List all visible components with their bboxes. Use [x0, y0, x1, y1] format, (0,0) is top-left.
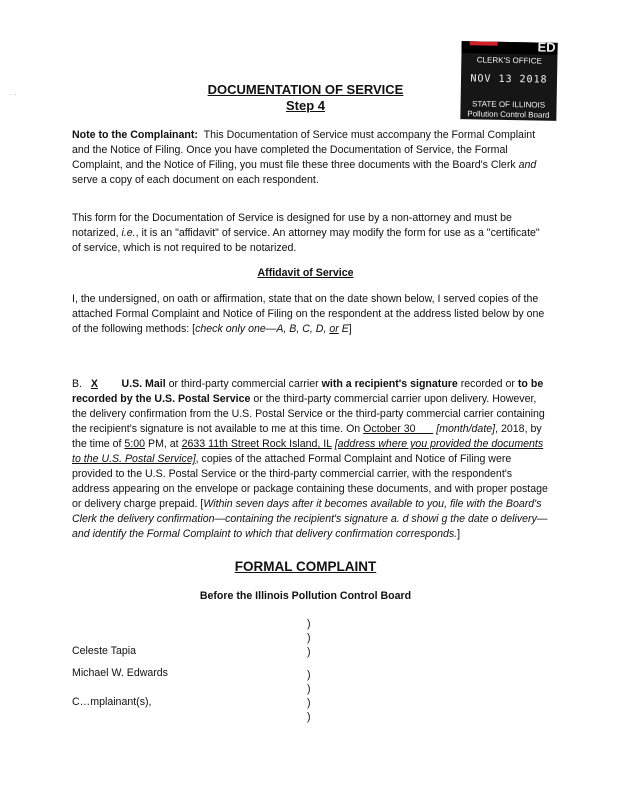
- caption-paren: ): [307, 646, 311, 658]
- service-address: 2633 11th Street Rock Island, IL: [181, 438, 332, 450]
- caption-paren: ): [307, 618, 311, 630]
- caption-paren: ): [307, 711, 311, 723]
- service-time: 5:00: [124, 438, 146, 450]
- pm-text: PM, at: [148, 438, 179, 450]
- complainants-label: C…mplainant(s),: [72, 696, 152, 708]
- board-caption: Before the Illinois Pollution Control Board: [199, 590, 412, 602]
- recipient-signature: with a recipient's signature: [321, 378, 458, 390]
- caption-paren: ): [307, 683, 311, 695]
- method-b-text-3: or the third-party commercial carrier upon delivery. However, the delivery confirmation from the U.S. Postal Service or the third-party commercial carrier containing the recipient's signature is not available to me at this time. On: [72, 393, 545, 435]
- stamp-clerks-office: CLERK'S OFFICE: [476, 55, 542, 66]
- caption-paren: ): [307, 697, 311, 709]
- method-b-text-1: or third-party commercial carrier: [168, 378, 319, 390]
- margin-marks: . .: [10, 88, 17, 97]
- note-text-b: serve a copy of each document on each respondent.: [72, 174, 319, 186]
- affidavit-text: I, the undersigned, on oath or affirmation, state that on the date shown below, I served copies of the attached Formal Complaint and Notice of Filing on the respondent at the address listed below by one of the following methods: [: [72, 293, 545, 335]
- form-text-b: , it is an "affidavit" of service. An attorney may modify the form for use as a "certificate" of service, which is not required to be notarized.: [72, 227, 540, 254]
- method-b-paragraph: [72, 377, 550, 542]
- method-b-text-4: , copies of the attached Formal Complaint and Notice of Filing were provided to the U.S. Postal Service or the third-party commercial carrier, with the respondent's address appearing on the envelope or package containing these documents, and with proper postage or delivery charge prepaid. [: [72, 453, 548, 510]
- affidavit-check-b: E: [341, 323, 349, 335]
- stamp-state: STATE OF ILLINOIS: [471, 99, 546, 110]
- form-text-a: This form for the Documentation of Service is designed for use by a non-attorney and must be notarized,: [72, 212, 512, 239]
- method-b-text-2: recorded or: [460, 378, 515, 390]
- form-paragraph: [72, 211, 550, 256]
- us-mail-label: U.S. Mail: [121, 378, 166, 390]
- party-name-2: Michael W. Edwards: [72, 667, 168, 679]
- method-b-instruction: Within seven days after it becomes available to you, file with the Board's Clerk the delivery confirmation—containing the recipient's signature a. d showi g the date o delivery—and identify the Formal Complaint to which that delivery confirmation corresponds.: [72, 498, 548, 540]
- formal-complaint-title: FORMAL COMPLAINT: [234, 559, 377, 574]
- stamp-red-mark: [470, 41, 498, 45]
- form-ie: i.e.: [121, 227, 136, 239]
- caption-paren: ): [307, 632, 311, 644]
- date-hint: [month/date]: [436, 423, 496, 435]
- method-b-letter: B.: [72, 378, 83, 390]
- method-b-close: ]: [457, 528, 461, 540]
- service-date: October 30: [363, 423, 416, 435]
- recorded-by-usps: to be recorded by the U.S. Postal Service: [72, 378, 544, 405]
- affidavit-close: ]: [348, 323, 352, 335]
- note-and: and: [518, 159, 537, 171]
- step-label: Step 4: [285, 98, 325, 113]
- note-text-a: This Documentation of Service must accompany the Formal Complaint and the Notice of Filing. Once you have completed the Documentation of Service, the Formal Complaint, and the Notice of Filing, you must file these three documents with the Board's Clerk: [72, 129, 536, 171]
- affidavit-check-a: check only one—A, B, C, D,: [195, 323, 327, 335]
- stamp-letters: ED: [537, 39, 556, 55]
- method-b-check-mark: X: [90, 378, 98, 390]
- note-paragraph: [72, 128, 550, 188]
- affidavit-or: or: [329, 323, 339, 335]
- note-label: Note to the Complainant:: [72, 129, 198, 141]
- year-text: , 2018, by the time of: [72, 423, 542, 450]
- stamp-date: NOV 13 2018: [470, 73, 548, 86]
- address-hint: [address where you provided the documents to the U.S. Postal Service]: [72, 438, 544, 465]
- party-name-1: Celeste Tapia: [72, 645, 136, 657]
- page-title: DOCUMENTATION OF SERVICE: [207, 82, 404, 97]
- stamp-board: Pollution Control Board: [467, 109, 550, 120]
- affidavit-paragraph: [72, 292, 550, 337]
- affidavit-heading: Affidavit of Service: [257, 267, 354, 279]
- caption-paren: ): [307, 669, 311, 681]
